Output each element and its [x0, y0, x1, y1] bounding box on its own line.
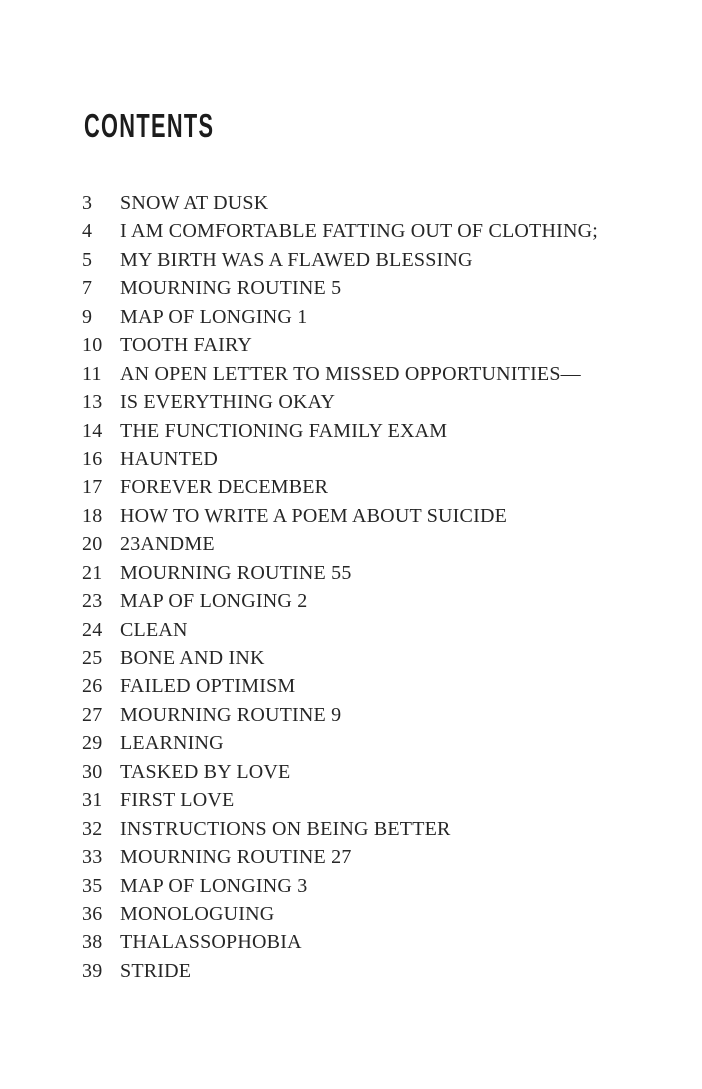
- toc-entry-page-number: 35: [82, 874, 103, 897]
- toc-entry-title: MOURNING ROUTINE 27: [120, 846, 352, 869]
- toc-entry-page-number: 36: [82, 902, 103, 925]
- toc-entry: [82, 957, 682, 985]
- toc-entry: [82, 701, 682, 729]
- toc-entry-title: THALASSOPHOBIA: [120, 931, 302, 954]
- toc-entry-page-number: 29: [82, 732, 103, 755]
- toc-entry-title: THE FUNCTIONING FAMILY EXAM: [120, 419, 448, 442]
- toc-entry: [82, 672, 682, 700]
- toc-entry: [82, 559, 682, 587]
- toc-entry-page-number: 26: [82, 675, 103, 698]
- toc-entry-page-number: 23: [82, 590, 103, 613]
- toc-entry: [82, 246, 682, 274]
- toc-entry-page-number: 18: [82, 504, 103, 527]
- toc-entry-page-number: 38: [82, 931, 103, 954]
- toc-entry-title: LEARNING: [120, 732, 224, 755]
- toc-entry-title: 23ANDME: [120, 533, 215, 556]
- toc-entry-title: FOREVER DECEMBER: [120, 476, 329, 499]
- toc-entry-title: TOOTH FAIRY: [120, 334, 253, 357]
- toc-entry: [82, 900, 682, 928]
- toc-entry: [82, 843, 682, 871]
- toc-entry-page-number: 4: [82, 220, 93, 243]
- toc-entry-title: STRIDE: [120, 959, 192, 982]
- toc-entry: [82, 217, 682, 245]
- toc-entry: [82, 644, 682, 672]
- toc-entry-title: INSTRUCTIONS ON BEING BETTER: [120, 817, 451, 840]
- toc-entry: [82, 815, 682, 843]
- toc-entry-page-number: 39: [82, 959, 103, 982]
- toc-entry-title: MAP OF LONGING 2: [120, 590, 308, 613]
- toc-entry-title: CLEAN: [120, 618, 188, 641]
- toc-entry-page-number: 24: [82, 618, 103, 641]
- toc-entry-page-number: 11: [82, 362, 102, 385]
- toc-entry: [82, 616, 682, 644]
- toc-entry: [82, 189, 682, 217]
- toc-entry-page-number: 16: [82, 447, 103, 470]
- toc-entry: [82, 729, 682, 757]
- toc-entry-page-number: 33: [82, 846, 103, 869]
- toc-entry-page-number: 5: [82, 248, 93, 271]
- toc-entry-title: FAILED OPTIMISM: [120, 675, 296, 698]
- toc-entry-title: MOURNING ROUTINE 9: [120, 703, 342, 726]
- toc-entry-page-number: 10: [82, 334, 103, 357]
- toc-entry: [82, 502, 682, 530]
- toc-entry-title: AN OPEN LETTER TO MISSED OPPORTUNITIES—: [120, 362, 581, 385]
- toc-entry-title: TASKED BY LOVE: [120, 760, 291, 783]
- toc-entry-page-number: 20: [82, 533, 103, 556]
- toc-entry-title: MAP OF LONGING 1: [120, 305, 308, 328]
- toc-entry: [82, 388, 682, 416]
- toc-entry: [82, 530, 682, 558]
- toc-entry-page-number: 3: [82, 192, 93, 214]
- toc-entry: [82, 758, 682, 786]
- toc-entry-title: MONOLOGUING: [120, 902, 275, 925]
- toc-entry-title: IS EVERYTHING OKAY: [120, 391, 336, 414]
- page-title: CONTENTS: [84, 107, 215, 144]
- toc-entry-title: HAUNTED: [120, 447, 219, 470]
- toc-entry: [82, 445, 682, 473]
- toc-entry-title: HOW TO WRITE A POEM ABOUT SUICIDE: [120, 504, 508, 527]
- toc-entry-page-number: 7: [82, 277, 93, 300]
- toc-entry-title: I AM COMFORTABLE FATTING OUT OF CLOTHING;: [120, 220, 599, 243]
- toc-entry-title: FIRST LOVE: [120, 789, 235, 812]
- toc-entry-page-number: 9: [82, 305, 93, 328]
- toc-entry-title: BONE AND INK: [120, 647, 265, 669]
- toc-entry-page-number: 27: [82, 703, 103, 726]
- toc-list: [82, 189, 682, 985]
- toc-entry: [82, 928, 682, 956]
- toc-entry-page-number: 25: [82, 647, 103, 669]
- toc-entry-page-number: 17: [82, 476, 103, 499]
- toc-entry: [82, 274, 682, 302]
- toc-entry: [82, 303, 682, 331]
- toc-entry-title: MOURNING ROUTINE 55: [120, 561, 352, 584]
- toc-entry: [82, 331, 682, 359]
- toc-entry-page-number: 32: [82, 817, 103, 840]
- toc-entry: [82, 872, 682, 900]
- toc-entry: [82, 587, 682, 615]
- toc-entry: [82, 360, 682, 388]
- toc-entry: [82, 473, 682, 501]
- toc-entry-title: SNOW AT DUSK: [120, 192, 269, 214]
- toc-entry-title: MOURNING ROUTINE 5: [120, 277, 342, 300]
- toc-entry-page-number: 21: [82, 561, 103, 584]
- toc-entry-title: MY BIRTH WAS A FLAWED BLESSING: [120, 248, 473, 271]
- toc-entry: [82, 417, 682, 445]
- toc-entry: [82, 786, 682, 814]
- toc-entry-page-number: 13: [82, 391, 103, 414]
- toc-entry-page-number: 31: [82, 789, 103, 812]
- toc-entry-page-number: 14: [82, 419, 103, 442]
- toc-entry-title: MAP OF LONGING 3: [120, 874, 308, 897]
- toc-entry-page-number: 30: [82, 760, 103, 783]
